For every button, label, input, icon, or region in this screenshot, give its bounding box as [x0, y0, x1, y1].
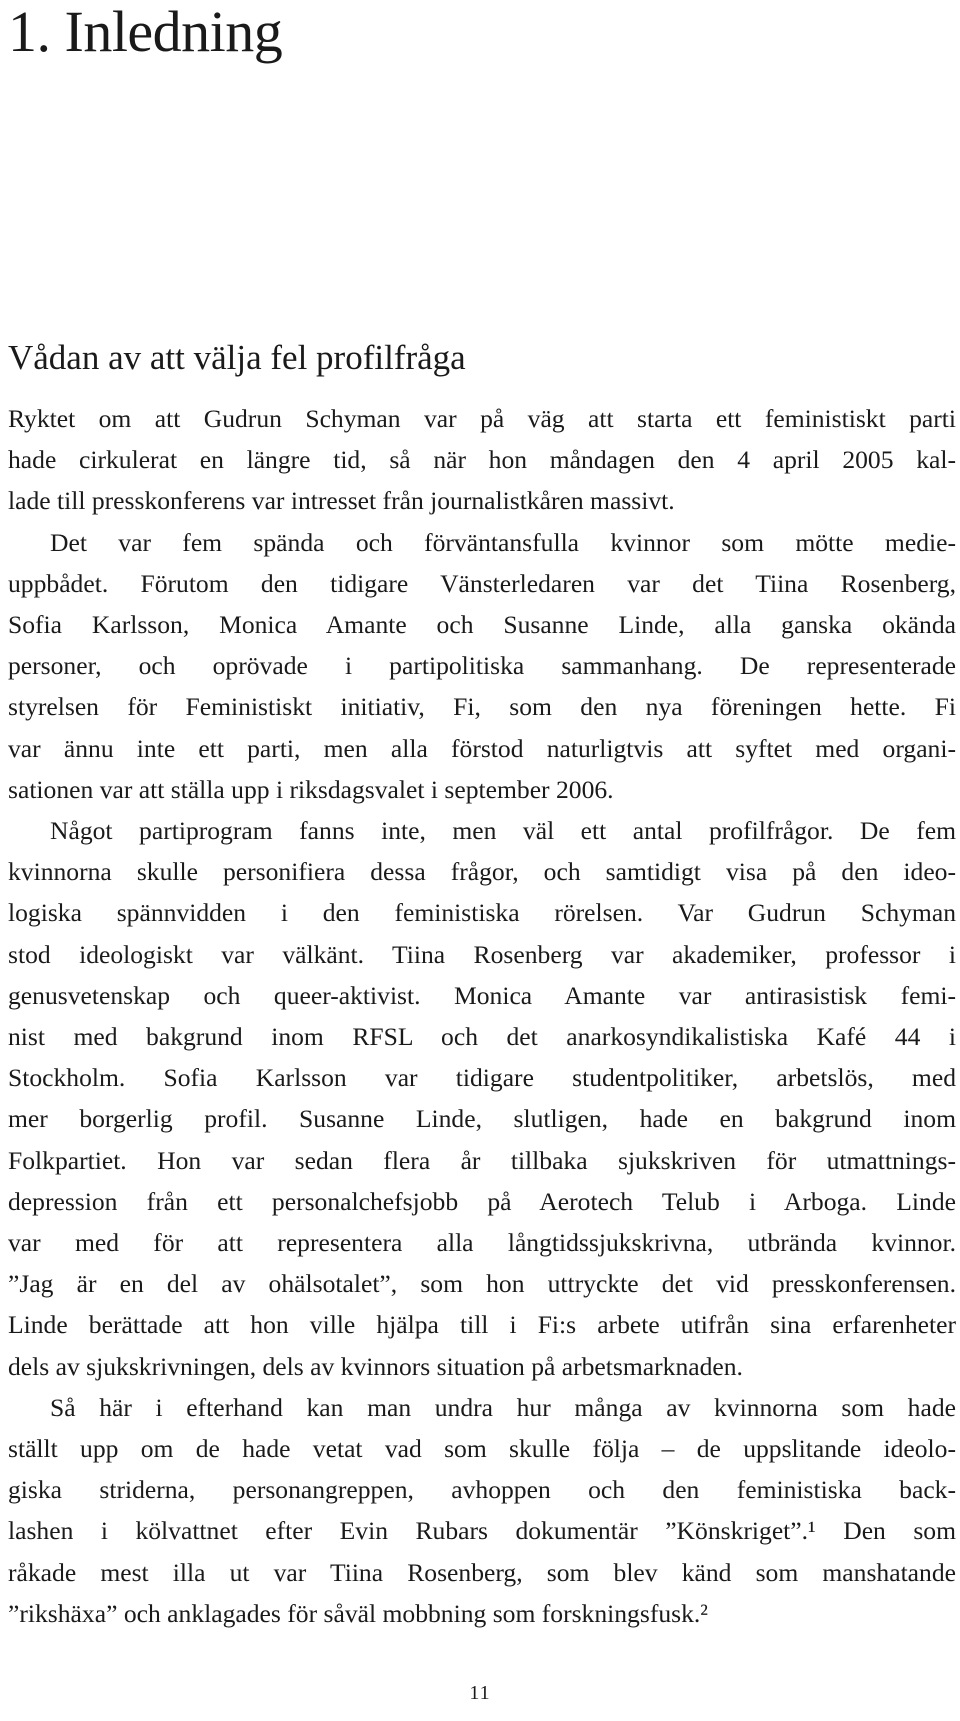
text-line: uppbådet. Förutom den tidigare Vänsterledaren var det Tiina Rosenberg, [8, 568, 956, 598]
text-line: Ryktet om att Gudrun Schyman var på väg att starta ett feministiskt parti [8, 404, 956, 433]
text-line: giska striderna, personangreppen, avhoppen och den feministiska back- [8, 1475, 956, 1505]
text-line: dels av sjukskrivningen, dels av kvinnors situation på arbetsmarknaden. [8, 1351, 743, 1381]
text-line: logiska spännvidden i den feministiska rörelsen. Var Gudrun Schyman [8, 898, 956, 928]
text-line: Linde berättade att hon ville hjälpa till i Fi:s arbete utifrån sina erfarenheter [8, 1310, 956, 1340]
text-line: personer, och oprövade i partipolitiska sammanhang. De representerade [8, 651, 956, 681]
paragraph [8, 522, 956, 810]
text-line: nist med bakgrund inom RFSL och det anarkosyndikalistiska Kafé 44 i [8, 1022, 956, 1052]
text-line: sationen var att ställa upp i riksdagsvalet i september 2006. [8, 774, 614, 804]
text-line: råkade mest illa ut var Tiina Rosenberg, som blev känd som manshatande [8, 1557, 956, 1587]
section-heading: Vådan av att välja fel profilfråga [8, 338, 466, 377]
text-line: Sofia Karlsson, Monica Amante och Susanne Linde, alla ganska okända [8, 610, 956, 640]
text-line: genusvetenskap och queer-aktivist. Monica Amante var antirasistisk femi- [8, 980, 956, 1010]
chapter-title: 1. Inledning [8, 0, 283, 64]
text-line: var med för att representera alla långtidssjukskrivna, utbrända kvinnor. [8, 1228, 956, 1258]
text-line: kvinnorna skulle personifiera dessa frågor, och samtidigt visa på den ideo- [8, 857, 956, 887]
text-line: Stockholm. Sofia Karlsson var tidigare studentpolitiker, arbetslös, med [8, 1063, 956, 1093]
text-line: ”Jag är en del av ohälsotalet”, som hon uttryckte det vid presskonferensen. [8, 1269, 956, 1299]
text-line: lashen i kölvattnet efter Evin Rubars dokumentär ”Könskriget”.¹ Den som [8, 1516, 956, 1546]
text-line: var ännu inte ett parti, men alla förstod naturligtvis att syftet med organi- [8, 733, 956, 763]
text-line: ställt upp om de hade vetat vad som skulle följa – de uppslitande ideolo- [8, 1434, 956, 1464]
text-line: Folkpartiet. Hon var sedan flera år tillbaka sjukskriven för utmattnings- [8, 1145, 956, 1175]
page-number: 11 [469, 1682, 491, 1704]
paragraph [8, 398, 956, 522]
text-line: lade till presskonferens var intresset från journalistkåren massivt. [8, 486, 675, 516]
body-text [8, 398, 956, 1634]
text-line: Så här i efterhand kan man undra hur många av kvinnorna som hade [50, 1392, 956, 1422]
text-line: mer borgerlig profil. Susanne Linde, slutligen, hade en bakgrund inom [8, 1104, 956, 1134]
paragraph [8, 1387, 956, 1634]
text-line: ”rikshäxa” och anklagades för såväl mobbning som forskningsfusk.² [8, 1598, 708, 1628]
text-line: styrelsen för Feministiskt initiativ, Fi, som den nya föreningen hette. Fi [8, 692, 956, 722]
text-line: hade cirkulerat en längre tid, så när hon måndagen den 4 april 2005 kal- [8, 445, 956, 475]
text-line: Något partiprogram fanns inte, men väl ett antal profilfrågor. De fem [50, 816, 956, 846]
paragraph [8, 810, 956, 1387]
text-line: Det var fem spända och förväntansfulla kvinnor som mötte medie- [50, 527, 956, 557]
text-line: depression från ett personalchefsjobb på Aerotech Telub i Arboga. Linde [8, 1186, 956, 1216]
text-line: stod ideologiskt var välkänt. Tiina Rosenberg var akademiker, professor i [8, 939, 956, 969]
